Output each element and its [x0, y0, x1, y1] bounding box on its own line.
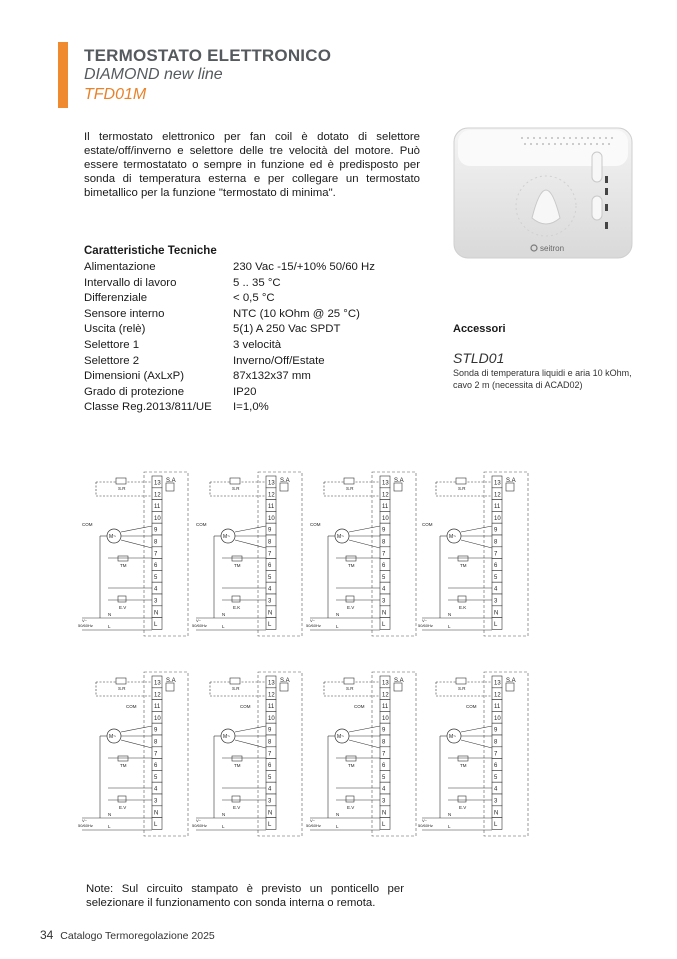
wire	[349, 540, 380, 548]
page-number: 34	[40, 928, 54, 942]
valve	[118, 796, 126, 802]
terminal-label: 7	[154, 751, 158, 758]
diagram-label: COM	[126, 704, 137, 709]
diagram-label: M~	[109, 534, 117, 540]
terminal-label: 8	[268, 739, 272, 746]
terminal-label: 5	[154, 574, 158, 581]
wiring-diagram	[192, 472, 302, 636]
terminal-label: 11	[154, 704, 161, 711]
terminal-label: N	[382, 810, 387, 817]
terminal-label: 12	[268, 692, 275, 699]
terminal-label: 10	[494, 515, 501, 522]
sensor-box	[166, 683, 174, 691]
device-outline	[144, 472, 188, 636]
terminal-label: 7	[154, 551, 158, 558]
terminal-label: 5	[382, 574, 386, 581]
diagram-label: TM	[460, 763, 467, 768]
diagram-label: V~	[196, 818, 202, 823]
terminal-label: 3	[494, 598, 498, 605]
valve	[458, 796, 466, 802]
terminal-label: 8	[154, 739, 158, 746]
terminal-label: L	[382, 822, 386, 829]
device-outline	[258, 672, 302, 836]
terminal-label: 10	[382, 715, 389, 722]
diagram-label: 50/60Hz	[192, 623, 207, 628]
device-outline	[258, 472, 302, 636]
remote-sensor	[456, 478, 466, 484]
diagram-label: V~	[310, 818, 316, 823]
remote-sensor	[230, 478, 240, 484]
spec-label: Alimentazione	[84, 261, 156, 273]
terminal-label: L	[154, 622, 158, 629]
diagram-label: TM	[348, 763, 355, 768]
terminal-label: 12	[494, 692, 501, 699]
terminal-label: 12	[494, 492, 501, 499]
terminal-label: 6	[154, 763, 158, 770]
wire	[461, 540, 492, 548]
terminal-label: 11	[382, 704, 389, 711]
diagram-label: V~	[196, 618, 202, 623]
diagram-label: COM	[310, 522, 321, 527]
terminal-label: 4	[268, 586, 272, 593]
terminal-label: 11	[382, 504, 389, 511]
catalog-name: Catalogo Termoregolazione 2025	[60, 930, 215, 942]
accessory-description: Sonda di temperatura liquidi e aria 10 kOhm, cavo 2 m (necessita di ACAD02)	[453, 368, 632, 390]
terminal-label: 11	[268, 704, 275, 711]
terminal-label: 13	[154, 680, 161, 687]
terminal-label: N	[382, 610, 387, 617]
wiring-diagram	[192, 672, 302, 836]
wiring-diagram	[418, 672, 528, 836]
diagram-label: COM	[354, 704, 365, 709]
terminal-label: 10	[154, 715, 161, 722]
wire	[121, 740, 152, 748]
terminal-label: 6	[268, 763, 272, 770]
terminal-label: 10	[268, 715, 275, 722]
terminal-label: L	[268, 622, 272, 629]
terminal-label: N	[268, 610, 273, 617]
terminal-label: N	[268, 810, 273, 817]
spec-value: 5 .. 35 °C	[233, 276, 281, 289]
remote-sensor	[456, 678, 466, 684]
spec-label: Sensore interno	[84, 307, 165, 320]
spec-label: Classe Reg.2013/811/UE	[84, 401, 212, 414]
valve	[346, 596, 354, 602]
diagram-label: TM	[460, 563, 467, 568]
terminal-label: 7	[268, 551, 272, 558]
terminal-label: L	[494, 622, 498, 629]
terminal-label: 13	[268, 680, 275, 687]
sensor-label: S.A	[166, 678, 176, 684]
sensor-box	[394, 483, 402, 491]
terminal-label: 8	[382, 739, 386, 746]
remote-sensor	[230, 678, 240, 684]
terminal-label: 7	[382, 551, 386, 558]
diagram-label: V~	[82, 618, 88, 623]
device-outline	[484, 672, 528, 836]
wiring-diagram	[78, 672, 188, 836]
diagram-label: L	[108, 824, 111, 829]
diagram-label: V~	[82, 818, 88, 823]
sensor-box	[280, 683, 288, 691]
spec-value: 3 velocità	[233, 339, 282, 351]
accessories-title: Accessori	[453, 323, 506, 335]
terminal-label: 5	[268, 774, 272, 781]
terminal-label: L	[268, 822, 272, 829]
wire	[461, 740, 492, 748]
terminal-label: N	[494, 810, 499, 817]
terminal-label: 3	[154, 598, 158, 605]
diagram-label: E.K	[459, 605, 467, 610]
terminal-label: 6	[268, 563, 272, 570]
terminal-label: L	[382, 622, 386, 629]
wiring-diagram	[418, 472, 528, 636]
terminal-label: 9	[268, 527, 272, 534]
wire	[235, 740, 266, 748]
diagram-label: E.V	[347, 805, 355, 810]
wire	[235, 540, 266, 548]
spec-label: Dimensioni (AxLxP)	[84, 370, 185, 383]
remote-sensor	[116, 678, 126, 684]
spec-value: 87x132x37 mm	[233, 370, 311, 383]
wire	[235, 526, 266, 532]
valve	[458, 596, 466, 602]
diagram-label: E.V	[459, 805, 467, 810]
valve	[118, 596, 126, 602]
brand-logo: seitron	[540, 244, 565, 253]
diagram-label: V~	[422, 818, 428, 823]
diagram-label: M~	[223, 534, 231, 540]
diagram-label: N	[448, 612, 452, 617]
device-outline	[144, 672, 188, 836]
wiring-diagrams	[70, 462, 610, 842]
diagram-label: M~	[449, 534, 457, 540]
terminal-label: 6	[382, 563, 386, 570]
footer	[40, 928, 215, 942]
terminal-label: 5	[494, 574, 498, 581]
diagram-label: M~	[337, 534, 345, 540]
bimetal-thermostat	[118, 556, 128, 561]
terminal-label: 9	[382, 527, 386, 534]
bimetal-thermostat	[458, 756, 468, 761]
sensor-box	[166, 483, 174, 491]
terminal-label: 9	[494, 527, 498, 534]
wiring-diagram	[78, 472, 188, 636]
terminal-label: 7	[268, 751, 272, 758]
diagram-label: L	[336, 824, 339, 829]
note: Note: Sul circuito stampato è previsto un ponticello per selezionare il funzionamento con sonda interna o remota.	[86, 883, 404, 909]
device-outline	[372, 672, 416, 836]
wire	[461, 726, 492, 732]
terminal-label: 7	[494, 551, 498, 558]
remote-sensor	[344, 478, 354, 484]
terminal-label: 4	[494, 786, 498, 793]
sensor-label: S.A	[280, 478, 290, 484]
diagram-label: N	[222, 812, 226, 817]
sensor-box	[394, 683, 402, 691]
spec-value: IP20	[233, 385, 257, 398]
terminal-label: 12	[382, 492, 389, 499]
terminal-label: 4	[154, 586, 158, 593]
spec-label: Selettore 1	[84, 339, 140, 351]
sensor-box	[280, 483, 288, 491]
diagram-label: L	[448, 624, 451, 629]
diagram-label: L	[222, 624, 225, 629]
diagram-label: COM	[466, 704, 477, 709]
wire	[461, 526, 492, 532]
diagram-label: 50/60Hz	[306, 823, 321, 828]
wiring-diagram	[306, 672, 416, 836]
diagram-label: 50/60Hz	[78, 823, 93, 828]
diagram-label: TM	[234, 563, 241, 568]
terminal-label: 12	[154, 492, 161, 499]
product-model: TFD01M	[84, 86, 147, 103]
terminal-label: 4	[268, 786, 272, 793]
terminal-label: 10	[494, 715, 501, 722]
product-photo	[452, 122, 636, 262]
diagram-label: COM	[240, 704, 251, 709]
wire	[235, 726, 266, 732]
terminal-label: 12	[382, 692, 389, 699]
accent-bar	[58, 42, 68, 108]
spec-value: NTC (10 kOhm @ 25 °C)	[233, 307, 360, 320]
terminal-label: 9	[154, 727, 158, 734]
valve	[232, 796, 240, 802]
spec-label: Uscita (relè)	[84, 323, 146, 336]
diagram-label: S.R	[232, 686, 240, 691]
diagram-label: E.V	[119, 805, 127, 810]
terminal-label: 9	[494, 727, 498, 734]
diagram-label: M~	[109, 734, 117, 740]
terminal-label: 3	[268, 798, 272, 805]
terminal-label: 12	[154, 692, 161, 699]
diagram-label: L	[108, 624, 111, 629]
diagram-label: E.V	[119, 605, 127, 610]
diagram-label: 50/60Hz	[192, 823, 207, 828]
terminal-label: N	[494, 610, 499, 617]
diagram-label: TM	[120, 563, 127, 568]
diagram-label: V~	[422, 618, 428, 623]
diagram-label: N	[222, 612, 226, 617]
wire	[121, 540, 152, 548]
diagram-label: V~	[310, 618, 316, 623]
diagram-label: COM	[82, 522, 93, 527]
wiring-diagram	[306, 472, 416, 636]
terminal-label: 9	[268, 727, 272, 734]
bimetal-thermostat	[232, 556, 242, 561]
sensor-box	[506, 483, 514, 491]
device-outline	[484, 472, 528, 636]
diagram-label: S.R	[346, 486, 354, 491]
terminal-label: 12	[268, 492, 275, 499]
wire	[121, 526, 152, 532]
diagram-label: TM	[234, 763, 241, 768]
remote-sensor	[344, 678, 354, 684]
terminal-label: 13	[494, 480, 501, 487]
wire	[349, 526, 380, 532]
terminal-label: 8	[268, 539, 272, 546]
diagram-label: E.V	[347, 605, 355, 610]
diagram-label: N	[108, 812, 112, 817]
spec-label: Selettore 2	[84, 354, 140, 367]
terminal-label: N	[154, 810, 159, 817]
terminal-label: 6	[494, 563, 498, 570]
terminal-label: 13	[382, 480, 389, 487]
diagram-label: L	[222, 824, 225, 829]
diagram-label: 50/60Hz	[306, 623, 321, 628]
terminal-label: N	[154, 610, 159, 617]
diagram-label: L	[336, 624, 339, 629]
terminal-label: 5	[268, 574, 272, 581]
wire	[349, 740, 380, 748]
terminal-label: 13	[268, 480, 275, 487]
diagram-label: M~	[337, 734, 345, 740]
specs-title: Caratteristiche Tecniche	[84, 245, 217, 257]
terminal-label: 3	[268, 598, 272, 605]
sensor-label: S.A	[506, 678, 516, 684]
terminal-label: 11	[154, 504, 161, 511]
sensor-label: S.A	[280, 678, 290, 684]
diagram-label: N	[336, 612, 340, 617]
device-outline	[372, 472, 416, 636]
sensor-label: S.A	[506, 478, 516, 484]
sensor-box	[506, 683, 514, 691]
sensor-label: S.A	[394, 678, 404, 684]
terminal-label: 4	[382, 586, 386, 593]
diagram-label: M~	[223, 734, 231, 740]
terminal-label: L	[154, 822, 158, 829]
terminal-label: 6	[154, 563, 158, 570]
intro-paragraph: Il termostato elettronico per fan coil è dotato di selettore estate/off/inverno e selettore delle tre velocità del motore. Può essere termostatato o sempre in funzione ed è predisposto per sonda di temperatura esterna e per collegare un termostato bimetallico per la funzione "termostato di minima".	[84, 131, 420, 199]
spec-label: Differenziale	[84, 292, 148, 305]
spec-label: Intervallo di lavoro	[84, 276, 177, 289]
spec-value: Inverno/Off/Estate	[233, 354, 325, 367]
terminal-label: 7	[382, 751, 386, 758]
terminal-label: 4	[154, 786, 158, 793]
terminal-label: 10	[154, 515, 161, 522]
terminal-label: 13	[382, 680, 389, 687]
terminal-label: 8	[154, 539, 158, 546]
terminal-label: 3	[154, 798, 158, 805]
diagram-label: E.K	[233, 605, 241, 610]
diagram-label: L	[448, 824, 451, 829]
spec-value: < 0,5 °C	[233, 292, 275, 305]
terminal-label: 5	[382, 774, 386, 781]
terminal-label: 4	[382, 786, 386, 793]
bimetal-thermostat	[232, 756, 242, 761]
valve	[232, 596, 240, 602]
terminal-label: 5	[494, 774, 498, 781]
wire	[349, 726, 380, 732]
spec-value: I=1,0%	[233, 401, 269, 414]
product-line: DIAMOND new line	[84, 66, 223, 83]
terminal-label: 11	[494, 504, 501, 511]
accessory-code: STLD01	[453, 350, 505, 366]
terminal-label: 4	[494, 586, 498, 593]
page-title: TERMOSTATO ELETTRONICO	[84, 46, 332, 65]
terminal-label: 10	[268, 515, 275, 522]
terminal-label: 3	[494, 798, 498, 805]
terminal-label: 10	[382, 515, 389, 522]
diagram-label: 50/60Hz	[418, 823, 433, 828]
terminal-label: 3	[382, 598, 386, 605]
sensor-label: S.A	[394, 478, 404, 484]
remote-sensor	[116, 478, 126, 484]
diagram-label: N	[448, 812, 452, 817]
diagram-label: 50/60Hz	[78, 623, 93, 628]
diagram-label: S.R	[458, 486, 466, 491]
terminal-label: 11	[494, 704, 501, 711]
diagram-label: E.V	[233, 805, 241, 810]
diagram-label: S.R	[232, 486, 240, 491]
terminal-label: 13	[154, 480, 161, 487]
terminal-label: 5	[154, 774, 158, 781]
diagram-label: N	[336, 812, 340, 817]
diagram-label: N	[108, 612, 112, 617]
bimetal-thermostat	[346, 756, 356, 761]
diagram-label: TM	[348, 563, 355, 568]
terminal-label: 8	[382, 539, 386, 546]
diagram-label: M~	[449, 734, 457, 740]
terminal-label: 8	[494, 739, 498, 746]
terminal-label: 8	[494, 539, 498, 546]
terminal-label: 11	[268, 504, 275, 511]
diagram-label: COM	[422, 522, 433, 527]
terminal-label: 13	[494, 680, 501, 687]
terminal-label: 9	[382, 727, 386, 734]
bimetal-thermostat	[346, 556, 356, 561]
bimetal-thermostat	[118, 756, 128, 761]
spec-value: 230 Vac -15/+10% 50/60 Hz	[233, 261, 375, 273]
diagram-label: S.R	[118, 686, 126, 691]
diagram-label: S.R	[346, 686, 354, 691]
spec-value: 5(1) A 250 Vac SPDT	[233, 323, 341, 336]
terminal-label: 9	[154, 527, 158, 534]
terminal-label: 6	[494, 763, 498, 770]
terminal-label: 7	[494, 751, 498, 758]
terminal-label: 6	[382, 763, 386, 770]
bimetal-thermostat	[458, 556, 468, 561]
sensor-label: S.A	[166, 478, 176, 484]
valve	[346, 796, 354, 802]
diagram-label: S.R	[458, 686, 466, 691]
diagram-label: COM	[196, 522, 207, 527]
spec-label: Grado di protezione	[84, 385, 185, 398]
wire	[121, 726, 152, 732]
diagram-label: 50/60Hz	[418, 623, 433, 628]
terminal-label: L	[494, 822, 498, 829]
diagram-label: S.R	[118, 486, 126, 491]
terminal-label: 3	[382, 798, 386, 805]
diagram-label: TM	[120, 763, 127, 768]
